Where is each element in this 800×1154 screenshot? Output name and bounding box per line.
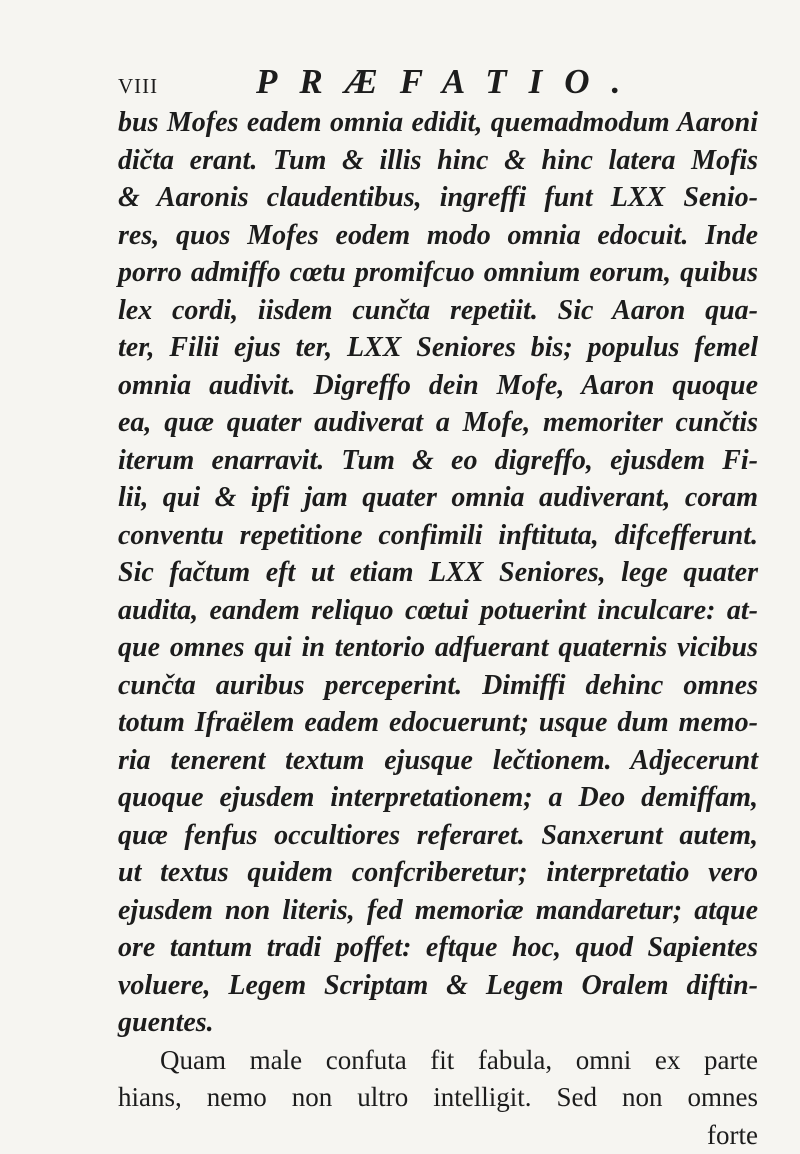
catchword: forte [118,1117,758,1154]
running-title: PRÆFATIO. [256,62,642,102]
text-line: voluere, Legem Scriptam & Legem Oralem diftin- [118,967,758,1005]
paragraph-first-line: Quam male confuta fit fabula, omni ex parte [118,1042,758,1080]
text-line: ea, quæ quater audiverat a Mofe, memoriter cunčtis [118,404,758,442]
running-head [118,62,678,108]
text-line: hians, nemo non ultro intelligit. Sed non omnes [118,1079,758,1117]
text-line: porro admiffo cœtu promifcuo omnium eorum, quibus [118,254,758,292]
text-line: ut textus quidem confcriberetur; interpretatio vero [118,854,758,892]
text-line: ejusdem non literis, fed memoriæ mandaretur; atque [118,892,758,930]
text-line: lex cordi, iisdem cunčta repetiit. Sic Aaron qua- [118,292,758,330]
text-line: lii, qui & ipfi jam quater omnia audiverant, coram [118,479,758,517]
text-line: ria tenerent textum ejusque lečtionem. Adjecerunt [118,742,758,780]
text-line: quoque ejusdem interpretationem; a Deo demiffam, [118,779,758,817]
text-line: iterum enarravit. Tum & eo digreffo, ejusdem Fi- [118,442,758,480]
text-line: bus Mofes eadem omnia edidit, quemadmodum Aaroni [118,104,758,142]
text-line: ter, Filii ejus ter, LXX Seniores bis; populus femel [118,329,758,367]
text-line: que omnes qui in tentorio adfuerant quaternis vicibus [118,629,758,667]
text-line: guentes. [118,1004,758,1042]
text-line: res, quos Mofes eodem modo omnia edocuit. Inde [118,217,758,255]
text-line: audita, eandem reliquo cœtui potuerint inculcare: at- [118,592,758,630]
text-line: & Aaronis claudentibus, ingreffi funt LXX Senio- [118,179,758,217]
text-line: dičta erant. Tum & illis hinc & hinc latera Mofis [118,142,758,180]
text-line: quæ fenfus occultiores referaret. Sanxerunt autem, [118,817,758,855]
text-line: conventu repetitione confimili inftituta, difcefferunt. [118,517,758,555]
text-line: omnia audivit. Digreffo dein Mofe, Aaron quoque [118,367,758,405]
page-number: VIII [118,74,158,99]
text-line: Sic fačtum eft ut etiam LXX Seniores, lege quater [118,554,758,592]
text-line: totum Ifraëlem eadem edocuerunt; usque dum memo- [118,704,758,742]
text-line: cunčta auribus perceperint. Dimiffi dehinc omnes [118,667,758,705]
text-line: ore tantum tradi poffet: eftque hoc, quod Sapientes [118,929,758,967]
body-text [118,104,758,1154]
